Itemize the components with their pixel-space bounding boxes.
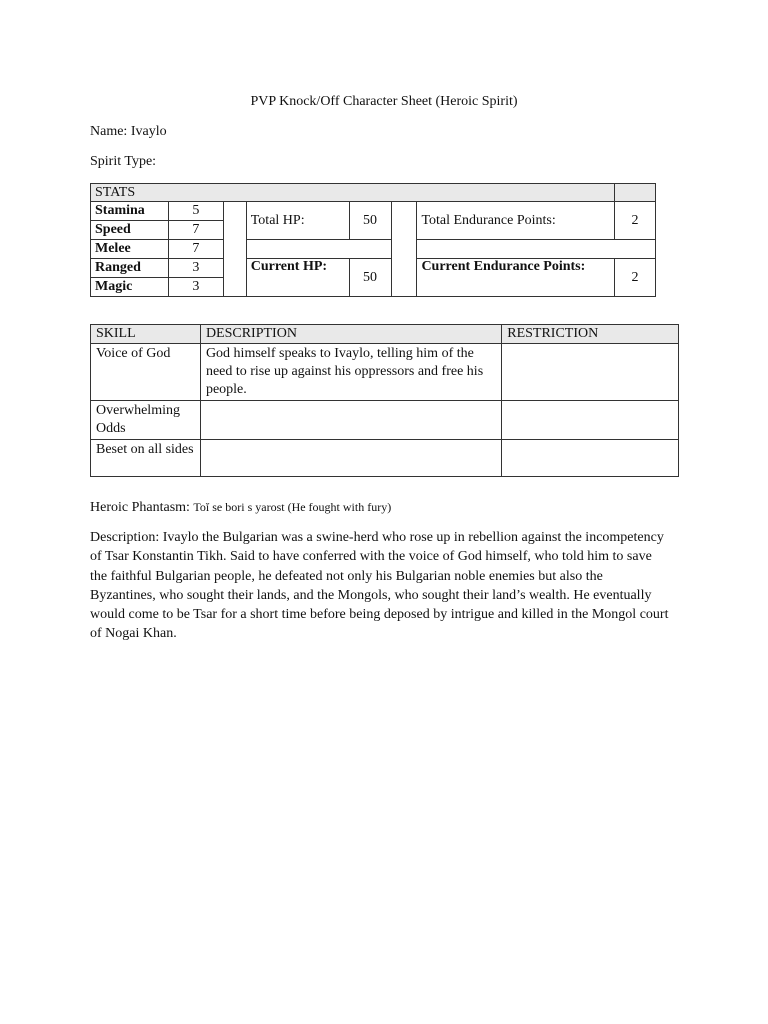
current-ep-value: 2 xyxy=(615,259,656,297)
stat-label: Ranged xyxy=(91,259,169,278)
total-hp-value: 50 xyxy=(349,202,391,240)
name-line: Name: Ivaylo xyxy=(90,124,167,139)
skill-name: Voice of God xyxy=(91,344,201,401)
skill-restriction xyxy=(502,440,679,477)
total-hp-label: Total HP: xyxy=(246,202,349,240)
skill-row xyxy=(91,401,679,440)
skill-row xyxy=(91,440,679,477)
stat-value: 7 xyxy=(168,240,223,259)
stats-header: STATS xyxy=(91,184,615,202)
heroic-phantasm xyxy=(90,500,391,516)
stat-label: Melee xyxy=(91,240,169,259)
stat-value: 3 xyxy=(168,259,223,278)
stat-value: 7 xyxy=(168,221,223,240)
stat-row xyxy=(91,202,656,221)
current-ep-label: Current Endurance Points: xyxy=(417,259,615,297)
character-description: Description: Ivaylo the Bulgarian was a swine-herd who rose up in rebellion against the incompetency of Tsar Konstantin Tikh. Said to have conferred with the voice of God himself, who told him to save the faithful Bulgarian people, he defeated not only his Bulgarian noble enemies but also the Byzantines, who sought their lands, and the Mongols, who sought their land’s wealth. He eventually would come to be Tsar for a short time before being deposed by intrigue and killed in the Mongol court of Nogai Khan. xyxy=(90,530,669,642)
skill-restriction xyxy=(502,401,679,440)
stat-label: Speed xyxy=(91,221,169,240)
stat-row xyxy=(91,259,656,278)
skill-row xyxy=(91,344,679,401)
current-hp-label: Current HP: xyxy=(246,259,349,297)
skills-header-row xyxy=(91,325,679,344)
phantasm-value: Toĭ se bori s yarost (He fought with fury) xyxy=(193,500,392,514)
stat-label: Stamina xyxy=(91,202,169,221)
stat-row xyxy=(91,240,656,259)
skill-column-header: SKILL xyxy=(91,325,201,344)
stats-header-blank xyxy=(615,184,656,202)
skill-description: God himself speaks to Ivaylo, telling him of the need to rise up against his oppressors and free his people. xyxy=(200,344,501,401)
skill-restriction xyxy=(502,344,679,401)
stats-spacer-2 xyxy=(391,202,417,297)
page-title: PVP Knock/Off Character Sheet (Heroic Spirit) xyxy=(250,94,518,109)
stat-label: Magic xyxy=(91,278,169,297)
skill-name: Overwhelming Odds xyxy=(91,401,201,440)
stats-header-row xyxy=(91,184,656,202)
stat-value: 3 xyxy=(168,278,223,297)
restriction-column-header: RESTRICTION xyxy=(502,325,679,344)
total-ep-label: Total Endurance Points: xyxy=(417,202,615,240)
stats-table xyxy=(90,183,656,297)
total-ep-value: 2 xyxy=(615,202,656,240)
spirit-type-line: Spirit Type: xyxy=(90,154,157,169)
current-hp-value: 50 xyxy=(349,259,391,297)
description-column-header: DESCRIPTION xyxy=(200,325,501,344)
skill-name: Beset on all sides xyxy=(91,440,201,477)
skills-table xyxy=(90,324,679,477)
skill-description xyxy=(200,440,501,477)
skill-description xyxy=(200,401,501,440)
stat-value: 5 xyxy=(168,202,223,221)
hp-blank-row xyxy=(246,240,391,259)
phantasm-label: Heroic Phantasm: xyxy=(90,500,190,515)
stats-spacer xyxy=(223,202,246,297)
ep-blank-row xyxy=(417,240,656,259)
